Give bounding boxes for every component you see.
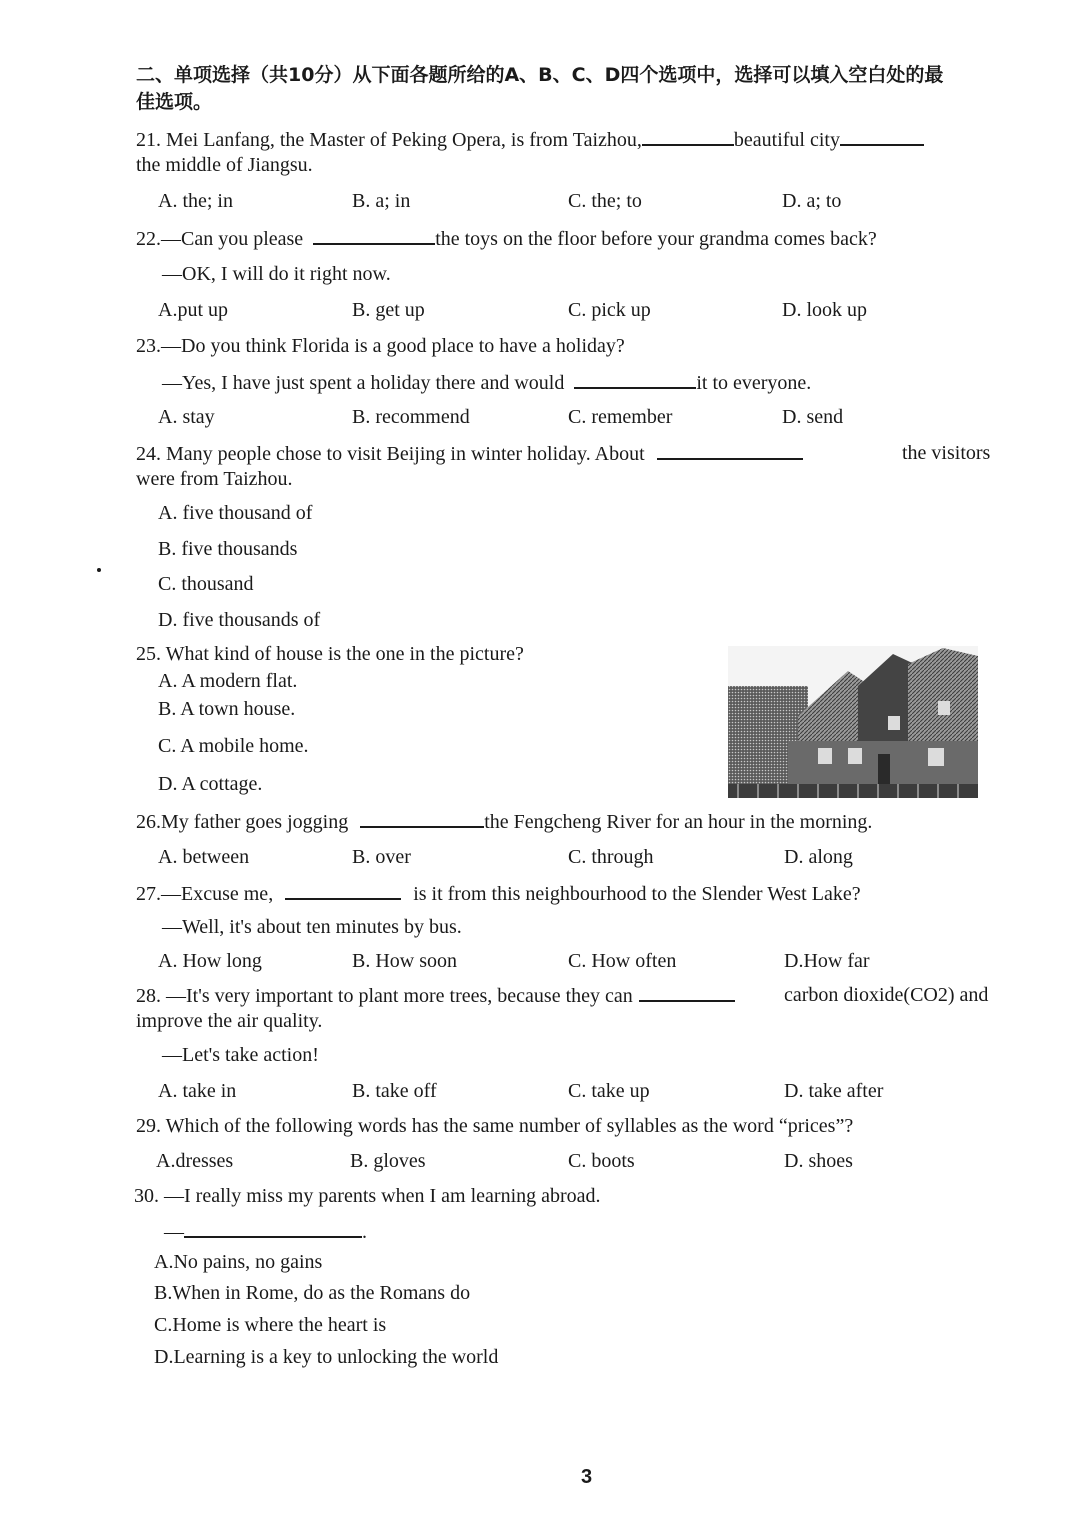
question-25: 25. What kind of house is the one in the picture? — [136, 643, 524, 665]
q28-option-a: A. take in — [158, 1080, 237, 1102]
ink-dot — [97, 568, 101, 572]
answer-blank — [285, 880, 401, 900]
q25-option-b: B. A town house. — [158, 698, 296, 720]
q30-option-b: B.When in Rome, do as the Romans do — [154, 1282, 471, 1304]
q23-option-d: D. send — [782, 406, 844, 428]
q23-option-a: A. stay — [158, 406, 215, 428]
answer-blank — [574, 369, 696, 389]
q29-option-c: C. boots — [568, 1150, 635, 1172]
house-picture — [728, 646, 978, 798]
q24-option-d: D. five thousands of — [158, 609, 321, 631]
q25-option-c: C. A mobile home. — [158, 735, 309, 757]
q22-stem-a: 22.—Can you please — [136, 228, 304, 250]
answer-blank — [184, 1218, 362, 1238]
section-heading: 二、单项选择（共10分）从下面各题所给的A、B、C、D四个选项中，选择可以填入空白处的最 — [136, 64, 944, 86]
q24-option-b: B. five thousands — [158, 538, 298, 560]
section-heading-cont: 佳选项。 — [136, 91, 213, 113]
q28-option-b: B. take off — [352, 1080, 437, 1102]
q29-option-d: D. shoes — [784, 1150, 853, 1172]
question-27 — [136, 880, 861, 907]
q25-option-d: D. A cottage. — [158, 773, 263, 795]
question-28 — [136, 982, 735, 1009]
question-22 — [136, 225, 877, 252]
q21-stem-a: 21. Mei Lanfang, the Master of Peking Opera, is from Taizhou, — [136, 129, 642, 151]
q30-reply-end: . — [362, 1221, 367, 1243]
question-29: 29. Which of the following words has the same number of syllables as the word “prices”? — [136, 1115, 854, 1137]
q25-option-a: A. A modern flat. — [158, 670, 298, 692]
q23-reply-b: it to everyone. — [696, 372, 812, 394]
q28-option-d: D. take after — [784, 1080, 884, 1102]
question-26 — [136, 808, 872, 835]
q30-option-a: A.No pains, no gains — [154, 1251, 323, 1273]
q26-option-d: D. along — [784, 846, 853, 868]
q24-option-a: A. five thousand of — [158, 502, 313, 524]
page-number: 3 — [581, 1466, 593, 1488]
question-23: 23.—Do you think Florida is a good place to have a holiday? — [136, 335, 625, 357]
q21-option-a: A. the; in — [158, 190, 233, 212]
q26-stem-a: 26.My father goes jogging — [136, 811, 349, 833]
q27-option-d: D.How far — [784, 950, 870, 972]
q22-option-d: D. look up — [782, 299, 867, 321]
q21-stem-b: beautiful city — [733, 129, 840, 151]
q26-option-a: A. between — [158, 846, 250, 868]
q23-reply-a: —Yes, I have just spent a holiday there and would — [162, 372, 565, 394]
q27-stem-b: is it from this neighbourhood to the Slender West Lake? — [413, 883, 861, 905]
q30-option-d: D.Learning is a key to unlocking the world — [154, 1346, 499, 1368]
answer-blank — [639, 982, 735, 1002]
q24-stem-b: the visitors — [902, 442, 991, 464]
q24-stem-c: were from Taizhou. — [136, 468, 293, 490]
q22-option-b: B. get up — [352, 299, 425, 321]
q22-option-c: C. pick up — [568, 299, 651, 321]
q30-option-c: C.Home is where the heart is — [154, 1314, 387, 1336]
q30-reply-dash: — — [164, 1221, 184, 1243]
q23-reply — [162, 369, 811, 396]
q30-reply — [164, 1218, 367, 1245]
answer-blank — [657, 440, 803, 460]
q24-stem-a: 24. Many people chose to visit Beijing in winter holiday. About — [136, 443, 645, 465]
q27-stem-a: 27.—Excuse me, — [136, 883, 274, 905]
q28-stem-c: improve the air quality. — [136, 1010, 323, 1032]
q28-option-c: C. take up — [568, 1080, 650, 1102]
q29-option-b: B. gloves — [350, 1150, 426, 1172]
q28-stem-a: 28. —It's very important to plant more trees, because they can — [136, 985, 633, 1007]
q26-stem-b: the Fengcheng River for an hour in the morning. — [484, 811, 873, 833]
question-24 — [136, 440, 803, 467]
q21-option-c: C. the; to — [568, 190, 642, 212]
answer-blank — [360, 808, 484, 828]
q23-option-b: B. recommend — [352, 406, 470, 428]
q26-option-b: B. over — [352, 846, 411, 868]
question-21 — [136, 126, 924, 153]
q28-stem-b: carbon dioxide(CO2) and — [784, 984, 989, 1006]
q22-reply: —OK, I will do it right now. — [162, 263, 391, 285]
q24-option-c: C. thousand — [158, 573, 254, 595]
q21-option-b: B. a; in — [352, 190, 411, 212]
q21-option-d: D. a; to — [782, 190, 842, 212]
q27-option-a: A. How long — [158, 950, 262, 972]
q29-option-a: A.dresses — [156, 1150, 234, 1172]
q27-reply: —Well, it's about ten minutes by bus. — [162, 916, 462, 938]
q27-option-b: B. How soon — [352, 950, 458, 972]
answer-blank — [642, 126, 734, 146]
question-30: 30. —I really miss my parents when I am learning abroad. — [134, 1185, 601, 1207]
q23-option-c: C. remember — [568, 406, 673, 428]
q22-stem-b: the toys on the floor before your grandma comes back? — [435, 228, 877, 250]
answer-blank — [313, 225, 435, 245]
q28-reply: —Let's take action! — [162, 1044, 319, 1066]
q22-option-a: A.put up — [158, 299, 228, 321]
q27-option-c: C. How often — [568, 950, 677, 972]
answer-blank — [840, 126, 924, 146]
q21-stem-c: the middle of Jiangsu. — [136, 154, 313, 176]
q26-option-c: C. through — [568, 846, 654, 868]
